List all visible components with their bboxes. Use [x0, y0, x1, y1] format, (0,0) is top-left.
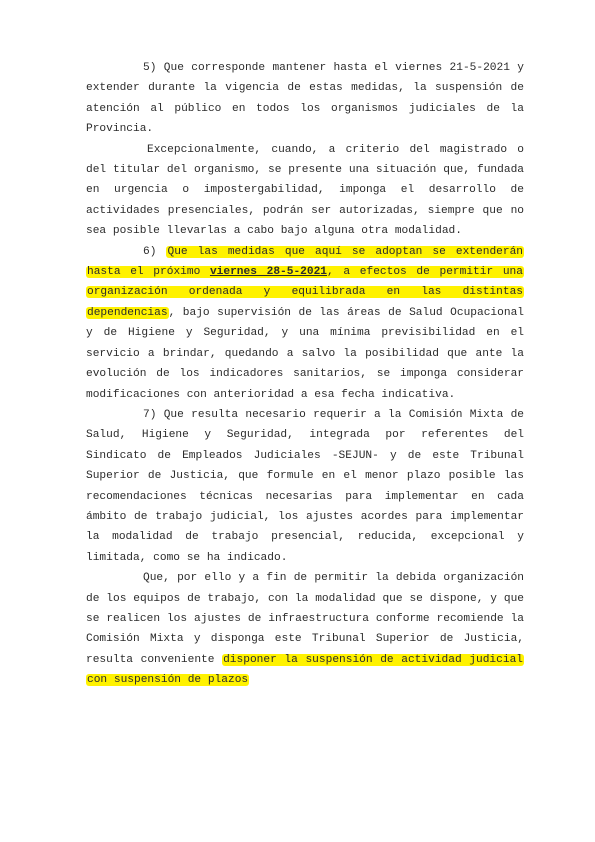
document-body: [86, 58, 524, 691]
paragraph-5: 5) Que corresponde mantener hasta el viernes 21-5-2021 y extender durante la vigencia de estas medidas, la suspensión de atención al público en todos los organismos judiciales de la Provincia.: [86, 62, 524, 136]
paragraph-excepcionalmente: Excepcionalmente, cuando, a criterio del magistrado o del titular del organismo, se presente una situación que, fundada en urgencia o impostergabilidad, imponga el desarrollo de actividades presenciales, podrán ser autorizadas, siempre que no sea posible llevarlas a cabo bajo alguna otra modalidad.: [86, 143, 524, 238]
highlight-date: viernes 28-5-2021: [209, 266, 328, 279]
paragraph-6: [86, 242, 524, 405]
highlight-text-2: , a efectos de permitir una organización ordenada y equilibrada en las distintas dependencias: [87, 266, 523, 319]
highlight-suspension: disponer la suspensión de actividad judicial con suspensión de plazos: [87, 653, 524, 687]
paragraph-6-number: 6): [143, 245, 157, 258]
highlight-text-1: Que las medidas que aquí se adoptan se extenderán hasta el próximo: [87, 245, 524, 279]
paragraph-6-rest: , bajo supervisión de las áreas de Salud Ocupacional y de Higiene y Seguridad, y una mínima previsibilidad en el servicio a brindar, quedando a salvo la posibilidad que ante la evolución de los indicadores sanitarios, se imponga considerar modificaciones con anterioridad a esa fecha indicativa.: [86, 306, 524, 401]
paragraph-7: 7) Que resulta necesario requerir a la Comisión Mixta de Salud, Higiene y Seguridad, integrada por referentes del Sindicato de Empleados Judiciales -SEJUN- y de este Tribunal Superior de Justicia, que formule en el menor plazo posible las recomendaciones técnicas necesarias para implementar en cada ámbito de trabajo judicial, los ajustes acordes para implementar la modalidad de trabajo presencial, reducida, excepcional y limitada, como se ha indicado.: [86, 408, 524, 564]
paragraph-final-text: Que, por ello y a fin de permitir la debida organización de los equipos de trabajo, con la modalidad que se dispone, y que se realicen los ajustes de infraestructura conforme recomiende la Comisión Mixta y disponga este Tribunal Superior de Justicia, resulta conveniente: [86, 572, 524, 666]
paragraph-final: [86, 568, 524, 690]
